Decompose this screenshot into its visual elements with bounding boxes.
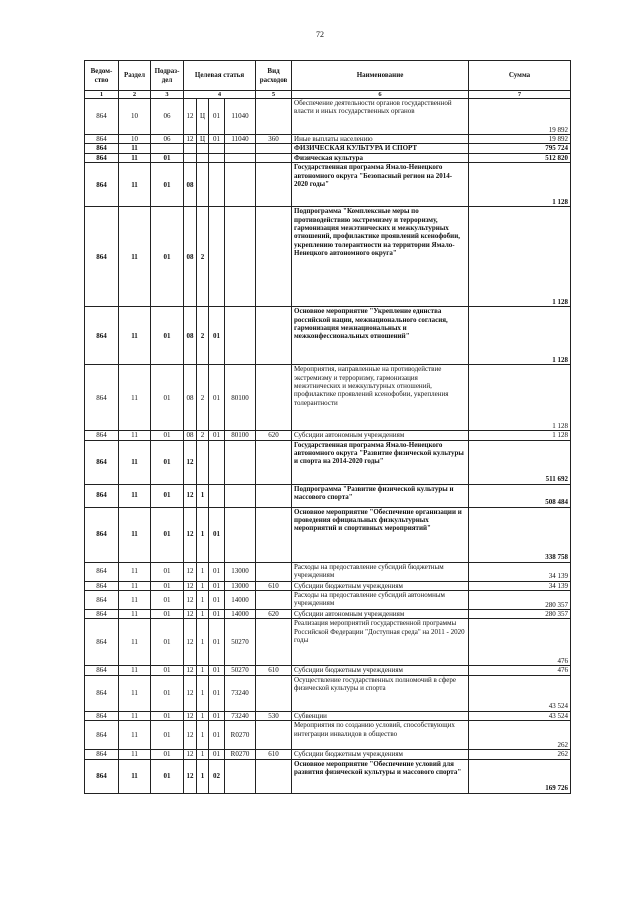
razdel-cell: 11 bbox=[119, 562, 151, 581]
table-row bbox=[85, 484, 571, 507]
table-row bbox=[85, 507, 571, 562]
target-event-cell: 01 bbox=[209, 135, 225, 144]
razdel-cell: 10 bbox=[119, 99, 151, 135]
podrazdel-cell: 01 bbox=[151, 619, 184, 666]
item-name-cell: Мероприятия по созданию условий, способствующих интеграции инвалидов в общество bbox=[292, 721, 469, 750]
target-event-cell bbox=[209, 207, 225, 307]
target-subprogram-cell bbox=[197, 153, 209, 162]
target-program-cell: 12 bbox=[184, 619, 197, 666]
razdel-cell: 11 bbox=[119, 711, 151, 720]
item-name-cell: Субсидии бюджетным учреждениям bbox=[292, 750, 469, 759]
podrazdel-cell: 01 bbox=[151, 431, 184, 440]
target-event-cell: 02 bbox=[209, 759, 225, 793]
podrazdel-cell: 01 bbox=[151, 750, 184, 759]
target-direction-cell: 14000 bbox=[225, 591, 256, 610]
razdel-cell: 11 bbox=[119, 307, 151, 365]
table-row bbox=[85, 711, 571, 720]
expense-type-cell bbox=[256, 759, 292, 793]
target-direction-cell: 80100 bbox=[225, 431, 256, 440]
podrazdel-cell: 01 bbox=[151, 610, 184, 619]
expense-type-cell: 610 bbox=[256, 581, 292, 590]
target-subprogram-cell bbox=[197, 440, 209, 484]
podrazdel-cell: 01 bbox=[151, 675, 184, 711]
target-event-cell: 01 bbox=[209, 365, 225, 431]
target-program-cell bbox=[184, 153, 197, 162]
expense-type-cell bbox=[256, 562, 292, 581]
table-row bbox=[85, 591, 571, 610]
target-direction-cell: 11040 bbox=[225, 99, 256, 135]
target-program-cell: 08 bbox=[184, 163, 197, 207]
table-row bbox=[85, 307, 571, 365]
target-event-cell bbox=[209, 440, 225, 484]
target-subprogram-cell bbox=[197, 163, 209, 207]
target-event-cell: 01 bbox=[209, 750, 225, 759]
target-program-cell: 12 bbox=[184, 759, 197, 793]
razdel-cell: 11 bbox=[119, 675, 151, 711]
expense-type-cell: 620 bbox=[256, 610, 292, 619]
target-direction-cell: 14000 bbox=[225, 610, 256, 619]
razdel-cell: 11 bbox=[119, 666, 151, 675]
target-event-cell: 01 bbox=[209, 562, 225, 581]
ved-cell: 864 bbox=[85, 207, 119, 307]
amount-cell: 511 692 bbox=[469, 440, 571, 484]
ved-cell: 864 bbox=[85, 562, 119, 581]
target-event-cell bbox=[209, 163, 225, 207]
target-direction-cell: R0270 bbox=[225, 721, 256, 750]
razdel-cell: 11 bbox=[119, 163, 151, 207]
expense-type-cell: 360 bbox=[256, 135, 292, 144]
index-cell: 3 bbox=[151, 91, 184, 99]
podrazdel-cell: 01 bbox=[151, 153, 184, 162]
expense-type-cell: 620 bbox=[256, 431, 292, 440]
amount-cell: 262 bbox=[469, 750, 571, 759]
target-event-cell: 01 bbox=[209, 431, 225, 440]
ved-cell: 864 bbox=[85, 365, 119, 431]
ved-cell: 864 bbox=[85, 307, 119, 365]
target-direction-cell bbox=[225, 507, 256, 562]
razdel-cell: 11 bbox=[119, 365, 151, 431]
ved-cell: 864 bbox=[85, 163, 119, 207]
table-row bbox=[85, 135, 571, 144]
razdel-cell: 11 bbox=[119, 750, 151, 759]
item-name-cell: Субсидии бюджетным учреждениям bbox=[292, 666, 469, 675]
item-name-cell: Подпрограмма "Развитие физической культуры и массового спорта" bbox=[292, 484, 469, 507]
target-event-cell: 01 bbox=[209, 581, 225, 590]
target-direction-cell bbox=[225, 759, 256, 793]
target-subprogram-cell: 1 bbox=[197, 507, 209, 562]
amount-cell: 19 892 bbox=[469, 99, 571, 135]
target-program-cell: 12 bbox=[184, 440, 197, 484]
amount-cell: 43 524 bbox=[469, 711, 571, 720]
table-body bbox=[85, 99, 571, 794]
podrazdel-cell: 06 bbox=[151, 99, 184, 135]
header-tselevaya: Целевая статья bbox=[184, 61, 256, 91]
target-program-cell: 12 bbox=[184, 484, 197, 507]
amount-cell: 1 128 bbox=[469, 365, 571, 431]
expense-type-cell bbox=[256, 365, 292, 431]
table-row bbox=[85, 759, 571, 793]
amount-cell: 476 bbox=[469, 666, 571, 675]
target-subprogram-cell: 1 bbox=[197, 562, 209, 581]
target-direction-cell: 50270 bbox=[225, 666, 256, 675]
table-row bbox=[85, 99, 571, 135]
target-subprogram-cell: 2 bbox=[197, 365, 209, 431]
target-event-cell: 01 bbox=[209, 307, 225, 365]
podrazdel-cell: 01 bbox=[151, 163, 184, 207]
table-row bbox=[85, 562, 571, 581]
item-name-cell: Мероприятия, направленные на противодействие экстремизму и терроризму, гармонизация межэтнических и межкультурных отношений, профилактике проявлений ксенофобии, укрепления толерантности bbox=[292, 365, 469, 431]
target-subprogram-cell: 1 bbox=[197, 619, 209, 666]
target-direction-cell: 13000 bbox=[225, 581, 256, 590]
podrazdel-cell: 01 bbox=[151, 666, 184, 675]
header-podrazdel: Подраз-дел bbox=[151, 61, 184, 91]
target-direction-cell bbox=[225, 207, 256, 307]
razdel-cell: 11 bbox=[119, 759, 151, 793]
item-name-cell: Обеспечение деятельности органов государственной власти и иных государственных органов bbox=[292, 99, 469, 135]
target-subprogram-cell: Ц bbox=[197, 99, 209, 135]
item-name-cell: Основное мероприятие "Укрепление единства российской нации, межнационального согласия, гармонизация межнациональных и межконфессиональных отношений" bbox=[292, 307, 469, 365]
ved-cell: 864 bbox=[85, 591, 119, 610]
amount-cell: 43 524 bbox=[469, 675, 571, 711]
item-name-cell: Субсидии автономным учреждениям bbox=[292, 431, 469, 440]
index-cell: 7 bbox=[469, 91, 571, 99]
item-name-cell: Субсидии автономным учреждениям bbox=[292, 610, 469, 619]
amount-cell: 1 128 bbox=[469, 431, 571, 440]
item-name-cell: Физическая культура bbox=[292, 153, 469, 162]
podrazdel-cell: 01 bbox=[151, 562, 184, 581]
target-event-cell: 01 bbox=[209, 99, 225, 135]
amount-cell: 476 bbox=[469, 619, 571, 666]
target-subprogram-cell: Ц bbox=[197, 135, 209, 144]
amount-cell: 19 892 bbox=[469, 135, 571, 144]
table-row bbox=[85, 675, 571, 711]
table-row bbox=[85, 610, 571, 619]
ved-cell: 864 bbox=[85, 759, 119, 793]
target-subprogram-cell: 1 bbox=[197, 750, 209, 759]
target-subprogram-cell: 1 bbox=[197, 721, 209, 750]
ved-cell: 864 bbox=[85, 619, 119, 666]
index-cell: 5 bbox=[256, 91, 292, 99]
target-program-cell: 12 bbox=[184, 591, 197, 610]
target-program-cell: 12 bbox=[184, 721, 197, 750]
table-row bbox=[85, 153, 571, 162]
target-event-cell bbox=[209, 484, 225, 507]
table-row bbox=[85, 440, 571, 484]
expense-type-cell bbox=[256, 619, 292, 666]
razdel-cell: 11 bbox=[119, 581, 151, 590]
target-subprogram-cell: 1 bbox=[197, 675, 209, 711]
amount-cell: 512 820 bbox=[469, 153, 571, 162]
table-row bbox=[85, 207, 571, 307]
podrazdel-cell: 01 bbox=[151, 207, 184, 307]
target-subprogram-cell: 1 bbox=[197, 759, 209, 793]
podrazdel-cell: 01 bbox=[151, 440, 184, 484]
target-direction-cell bbox=[225, 484, 256, 507]
expense-type-cell: 530 bbox=[256, 711, 292, 720]
target-program-cell: 12 bbox=[184, 666, 197, 675]
expense-type-cell: 610 bbox=[256, 666, 292, 675]
table-row bbox=[85, 163, 571, 207]
razdel-cell: 11 bbox=[119, 507, 151, 562]
target-program-cell: 12 bbox=[184, 562, 197, 581]
podrazdel-cell: 01 bbox=[151, 307, 184, 365]
header-ved: Ведом-ство bbox=[85, 61, 119, 91]
table-row bbox=[85, 666, 571, 675]
item-name-cell: Иные выплаты населению bbox=[292, 135, 469, 144]
ved-cell: 864 bbox=[85, 507, 119, 562]
column-index-row bbox=[85, 91, 571, 99]
target-subprogram-cell: 1 bbox=[197, 591, 209, 610]
target-subprogram-cell bbox=[197, 144, 209, 153]
amount-cell: 280 357 bbox=[469, 610, 571, 619]
target-subprogram-cell: 2 bbox=[197, 307, 209, 365]
target-subprogram-cell: 1 bbox=[197, 581, 209, 590]
index-cell: 1 bbox=[85, 91, 119, 99]
ved-cell: 864 bbox=[85, 431, 119, 440]
index-cell: 2 bbox=[119, 91, 151, 99]
table-row bbox=[85, 619, 571, 666]
target-direction-cell: 13000 bbox=[225, 562, 256, 581]
target-event-cell: 01 bbox=[209, 675, 225, 711]
target-program-cell: 12 bbox=[184, 135, 197, 144]
target-direction-cell bbox=[225, 163, 256, 207]
item-name-cell: Подпрограмма "Комплексные меры по противодействию экстремизму и терроризму, гармонизация межэтнических и межкультурных отношений, профилактике проявлений ксенофобии, укреплению толерантности на территории Ямало-Ненецкого автономного округа" bbox=[292, 207, 469, 307]
target-event-cell: 01 bbox=[209, 666, 225, 675]
target-direction-cell: 80100 bbox=[225, 365, 256, 431]
amount-cell: 280 357 bbox=[469, 591, 571, 610]
target-event-cell: 01 bbox=[209, 619, 225, 666]
target-subprogram-cell: 1 bbox=[197, 711, 209, 720]
page-number: 72 bbox=[316, 30, 324, 39]
item-name-cell: Субвенции bbox=[292, 711, 469, 720]
target-direction-cell bbox=[225, 144, 256, 153]
target-program-cell: 12 bbox=[184, 581, 197, 590]
amount-cell: 169 726 bbox=[469, 759, 571, 793]
target-program-cell: 12 bbox=[184, 750, 197, 759]
table-header-row bbox=[85, 61, 571, 91]
expense-type-cell bbox=[256, 153, 292, 162]
ved-cell: 864 bbox=[85, 99, 119, 135]
header-vid: Вид расходов bbox=[256, 61, 292, 91]
target-program-cell: 08 bbox=[184, 365, 197, 431]
razdel-cell: 11 bbox=[119, 207, 151, 307]
podrazdel-cell: 01 bbox=[151, 507, 184, 562]
target-program-cell: 12 bbox=[184, 99, 197, 135]
target-program-cell: 08 bbox=[184, 307, 197, 365]
expense-type-cell bbox=[256, 675, 292, 711]
ved-cell: 864 bbox=[85, 721, 119, 750]
table-row bbox=[85, 721, 571, 750]
ved-cell: 864 bbox=[85, 153, 119, 162]
podrazdel-cell: 06 bbox=[151, 135, 184, 144]
target-subprogram-cell: 1 bbox=[197, 610, 209, 619]
podrazdel-cell: 01 bbox=[151, 721, 184, 750]
podrazdel-cell: 01 bbox=[151, 759, 184, 793]
razdel-cell: 11 bbox=[119, 153, 151, 162]
target-program-cell: 12 bbox=[184, 610, 197, 619]
item-name-cell: Государственная программа Ямало-Ненецкого автономного округа "Безопасный регион на 2014-2020 годы" bbox=[292, 163, 469, 207]
header-summa: Сумма bbox=[469, 61, 571, 91]
ved-cell: 864 bbox=[85, 711, 119, 720]
target-direction-cell: 73240 bbox=[225, 675, 256, 711]
expense-type-cell bbox=[256, 207, 292, 307]
ved-cell: 864 bbox=[85, 750, 119, 759]
podrazdel-cell: 01 bbox=[151, 365, 184, 431]
item-name-cell: Расходы на предоставление субсидий автономным учреждениям bbox=[292, 591, 469, 610]
index-cell: 6 bbox=[292, 91, 469, 99]
expense-type-cell bbox=[256, 163, 292, 207]
amount-cell: 34 139 bbox=[469, 562, 571, 581]
amount-cell: 1 128 bbox=[469, 163, 571, 207]
item-name-cell: Осуществление государственных полномочий в сфере физической культуры и спорта bbox=[292, 675, 469, 711]
target-event-cell bbox=[209, 153, 225, 162]
expense-type-cell bbox=[256, 307, 292, 365]
ved-cell: 864 bbox=[85, 581, 119, 590]
target-event-cell: 01 bbox=[209, 711, 225, 720]
amount-cell: 1 128 bbox=[469, 207, 571, 307]
item-name-cell: ФИЗИЧЕСКАЯ КУЛЬТУРА И СПОРТ bbox=[292, 144, 469, 153]
target-event-cell: 01 bbox=[209, 721, 225, 750]
amount-cell: 508 484 bbox=[469, 484, 571, 507]
table-row bbox=[85, 144, 571, 153]
target-direction-cell: 11040 bbox=[225, 135, 256, 144]
ved-cell: 864 bbox=[85, 610, 119, 619]
target-program-cell: 08 bbox=[184, 431, 197, 440]
podrazdel-cell: 01 bbox=[151, 711, 184, 720]
budget-table bbox=[84, 60, 571, 794]
target-program-cell: 08 bbox=[184, 207, 197, 307]
amount-cell: 338 758 bbox=[469, 507, 571, 562]
table-row bbox=[85, 365, 571, 431]
expense-type-cell bbox=[256, 591, 292, 610]
target-direction-cell bbox=[225, 307, 256, 365]
expense-type-cell bbox=[256, 144, 292, 153]
table-row bbox=[85, 750, 571, 759]
expense-type-cell bbox=[256, 440, 292, 484]
target-direction-cell bbox=[225, 153, 256, 162]
razdel-cell: 11 bbox=[119, 440, 151, 484]
amount-cell: 262 bbox=[469, 721, 571, 750]
target-direction-cell bbox=[225, 440, 256, 484]
razdel-cell: 11 bbox=[119, 431, 151, 440]
ved-cell: 864 bbox=[85, 440, 119, 484]
target-direction-cell: R0270 bbox=[225, 750, 256, 759]
razdel-cell: 11 bbox=[119, 591, 151, 610]
item-name-cell: Основное мероприятие "Обеспечение условий для развития физической культуры и массового спорта" bbox=[292, 759, 469, 793]
item-name-cell: Основное мероприятие "Обеспечение организации и проведения официальных физкультурных мероприятий и спортивных мероприятий" bbox=[292, 507, 469, 562]
expense-type-cell bbox=[256, 484, 292, 507]
ved-cell: 864 bbox=[85, 675, 119, 711]
target-program-cell bbox=[184, 144, 197, 153]
target-subprogram-cell: 1 bbox=[197, 484, 209, 507]
expense-type-cell bbox=[256, 721, 292, 750]
target-subprogram-cell: 2 bbox=[197, 431, 209, 440]
index-cell: 4 bbox=[184, 91, 256, 99]
ved-cell: 864 bbox=[85, 484, 119, 507]
target-program-cell: 12 bbox=[184, 711, 197, 720]
item-name-cell: Реализация мероприятий государственной программы Российской Федерации "Доступная среда" на 2011 - 2020 годы bbox=[292, 619, 469, 666]
item-name-cell: Государственная программа Ямало-Ненецкого автономного округа "Развитие физической культуры и спорта на 2014-2020 годы" bbox=[292, 440, 469, 484]
table-row bbox=[85, 431, 571, 440]
header-razdel: Раздел bbox=[119, 61, 151, 91]
target-direction-cell: 73240 bbox=[225, 711, 256, 720]
expense-type-cell: 610 bbox=[256, 750, 292, 759]
amount-cell: 34 139 bbox=[469, 581, 571, 590]
target-subprogram-cell: 2 bbox=[197, 207, 209, 307]
target-event-cell bbox=[209, 144, 225, 153]
podrazdel-cell bbox=[151, 144, 184, 153]
target-event-cell: 01 bbox=[209, 591, 225, 610]
table-row bbox=[85, 581, 571, 590]
target-program-cell: 12 bbox=[184, 507, 197, 562]
amount-cell: 1 128 bbox=[469, 307, 571, 365]
item-name-cell: Субсидии бюджетным учреждениям bbox=[292, 581, 469, 590]
target-event-cell: 01 bbox=[209, 507, 225, 562]
target-program-cell: 12 bbox=[184, 675, 197, 711]
razdel-cell: 11 bbox=[119, 619, 151, 666]
expense-type-cell bbox=[256, 507, 292, 562]
podrazdel-cell: 01 bbox=[151, 591, 184, 610]
razdel-cell: 11 bbox=[119, 484, 151, 507]
target-event-cell: 01 bbox=[209, 610, 225, 619]
razdel-cell: 11 bbox=[119, 610, 151, 619]
header-name: Наименование bbox=[292, 61, 469, 91]
ved-cell: 864 bbox=[85, 144, 119, 153]
razdel-cell: 10 bbox=[119, 135, 151, 144]
target-direction-cell: 50270 bbox=[225, 619, 256, 666]
razdel-cell: 11 bbox=[119, 144, 151, 153]
podrazdel-cell: 01 bbox=[151, 484, 184, 507]
ved-cell: 864 bbox=[85, 135, 119, 144]
ved-cell: 864 bbox=[85, 666, 119, 675]
expense-type-cell bbox=[256, 99, 292, 135]
amount-cell: 795 724 bbox=[469, 144, 571, 153]
podrazdel-cell: 01 bbox=[151, 581, 184, 590]
razdel-cell: 11 bbox=[119, 721, 151, 750]
target-subprogram-cell: 1 bbox=[197, 666, 209, 675]
item-name-cell: Расходы на предоставление субсидий бюджетным учреждениям bbox=[292, 562, 469, 581]
